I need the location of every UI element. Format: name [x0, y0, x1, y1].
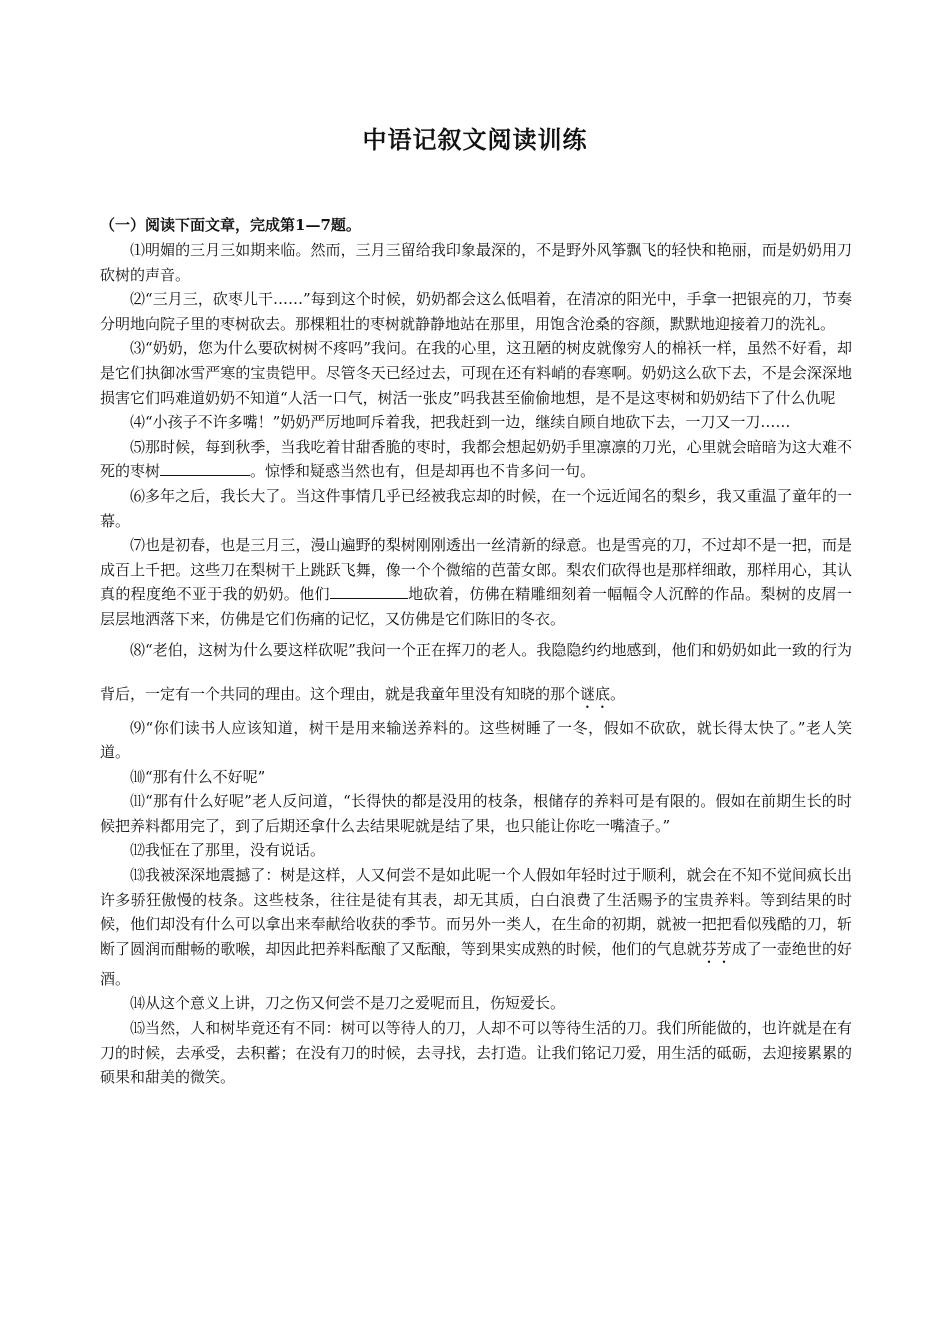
paragraph-13 [100, 863, 852, 991]
paragraph-13-text-b: 成了一壶绝世的好酒。 [100, 939, 852, 988]
paragraph-2: ⑵“三月三，砍枣儿干……”每到这个时候，奶奶都会这么低唱着，在清凉的阳光中，手拿一把银亮的刀，节奏分明地向院子里的枣树砍去。那棵粗壮的枣树就静静地站在那里，用饱含沧桑的容颜，默默地迎接着刀的洗礼。 [100, 290, 852, 333]
paragraph-5 [100, 435, 852, 484]
emphasis-mystery-answer: 谜底 [580, 684, 611, 703]
fill-blank-2[interactable] [330, 584, 408, 599]
page-title: 中语记叙文阅读训练 [362, 126, 588, 154]
fill-blank-1[interactable] [160, 461, 250, 476]
paragraph-13-text-a: ⒀我被深深地震撼了：树是这样，人又何尝不是如此呢一个人假如年轻时过于顺利，就会在不知不觉间疯长出许多骄狂傲慢的枝条。这些枝条，往往是徒有其表，却无其质，白白浪费了生活赐予的宝贵养料。等到结果的时候，他们却没有什么可以拿出来奉献给收获的季节。而另外一类人，在生命的初期，就被一把把看似残酷的刀，斩断了圆润而酣畅的歌喉，却因此把养料酝酿了又酝酿，等到果实成熟的时候，他们的气息就 [100, 866, 852, 958]
paragraph-12: ⑿我怔在了那里，没有说话。 [130, 841, 326, 860]
paragraph-4: ⑷“小孩子不许多嘴！”奶奶严厉地呵斥着我，把我赶到一边，继续自顾自地砍下去，一刀又一刀…… [130, 413, 791, 432]
paragraph-14: ⒁从这个意义上讲，刀之伤又何尝不是刀之爱呢而且，伤短爱长。 [130, 994, 566, 1013]
paragraph-7-text-b: 地砍着，仿佛在精雕细刻着一幅幅令人沉醉的作品。梨树的皮屑一层层地洒落下来，仿佛是它们伤痛的记忆，又仿佛是它们陈旧的冬衣。 [100, 585, 852, 628]
paragraph-3: ⑶“奶奶，您为什么要砍树树不疼吗”我问。在我的心里，这丑陋的树皮就像穷人的棉袄一样，虽然不好看，却是它们执御冰雪严寒的宝贵铠甲。尽管冬天已经过去，可现在还有料峭的春寒啊。奶奶这么砍下去，不是会深深地损害它们吗难道奶奶不知道“人活一口气，树活一张皮”吗我甚至偷偷地想，是不是这枣树和奶奶结下了什么仇呢 [100, 339, 852, 407]
paragraph-15: ⒂当然，人和树毕竟还有不同：树可以等待人的刀，人却不可以等待生活的刀。我们所能做的，也许就是在有刀的时候，去承受，去积蓄；在没有刀的时候，去寻找，去打造。让我们铭记刀爱，用生活的砥砺，去迎接累累的硕果和甜美的微笑。 [100, 1019, 852, 1087]
emphasis-fragrance: 芬芳 [701, 939, 732, 958]
paragraph-1: ⑴明媚的三月三如期来临。然而，三月三留给我印象最深的，不是野外风筝飘飞的轻快和艳丽，而是奶奶用刀砍树的声音。 [100, 241, 852, 284]
paragraph-7 [100, 533, 852, 631]
section-heading: （一）阅读下面文章，完成第1—7题。 [100, 216, 361, 234]
paragraph-9: ⑼“你们读书人应该知道，树干是用来输送养料的。这些树睡了一冬，假如不砍砍，就长得太快了。”老人笑道。 [100, 718, 852, 762]
paragraph-8-text-b: 。 [610, 684, 626, 703]
paragraph-11: ⑾“那有什么好呢”老人反问道，“长得快的都是没用的枝条，根储存的养料可是有限的。假如在前期生长的时候把养料都用完了，到了后期还拿什么去结果呢就是结了果，也只能让你吃一嘴渣子。” [100, 792, 852, 835]
paragraph-8 [100, 628, 852, 716]
paragraph-8-text-a: ⑻“老伯，这树为什么要这样砍呢”我问一个正在挥刀的老人。我隐隐约约地感到，他们和奶奶如此一致的行为背后，一定有一个共同的理由。这个理由，就是我童年里没有知晓的那个 [100, 640, 852, 703]
paragraph-7-text-a: ⑺也是初春，也是三月三，漫山遍野的梨树刚刚透出一丝清新的绿意。也是雪亮的刀，不过却不是一把，而是成百上千把。这些刀在梨树干上跳跃飞舞，像一个个微缩的芭蕾女郎。梨农们砍得也是那样细敢，那样用心，其认真的程度绝不亚于我的奶奶。他们 [100, 536, 852, 604]
paragraph-5-text-a: ⑸那时候，每到秋季，当我吃着甘甜香脆的枣时，我都会想起奶奶手里凛凛的刀光，心里就会暗暗为这大难不死的枣树 [100, 437, 852, 481]
paragraph-6: ⑹多年之后，我长大了。当这件事情几乎已经被我忘却的时候，在一个远近闻名的梨乡，我又重温了童年的一幕。 [100, 486, 852, 530]
article-body [100, 238, 852, 1090]
paragraph-5-text-b: 。惊悸和疑惑当然也有，但是却再也不肯多问一句。 [250, 462, 596, 481]
paragraph-10: ⑽“那有什么不好呢” [130, 767, 266, 786]
